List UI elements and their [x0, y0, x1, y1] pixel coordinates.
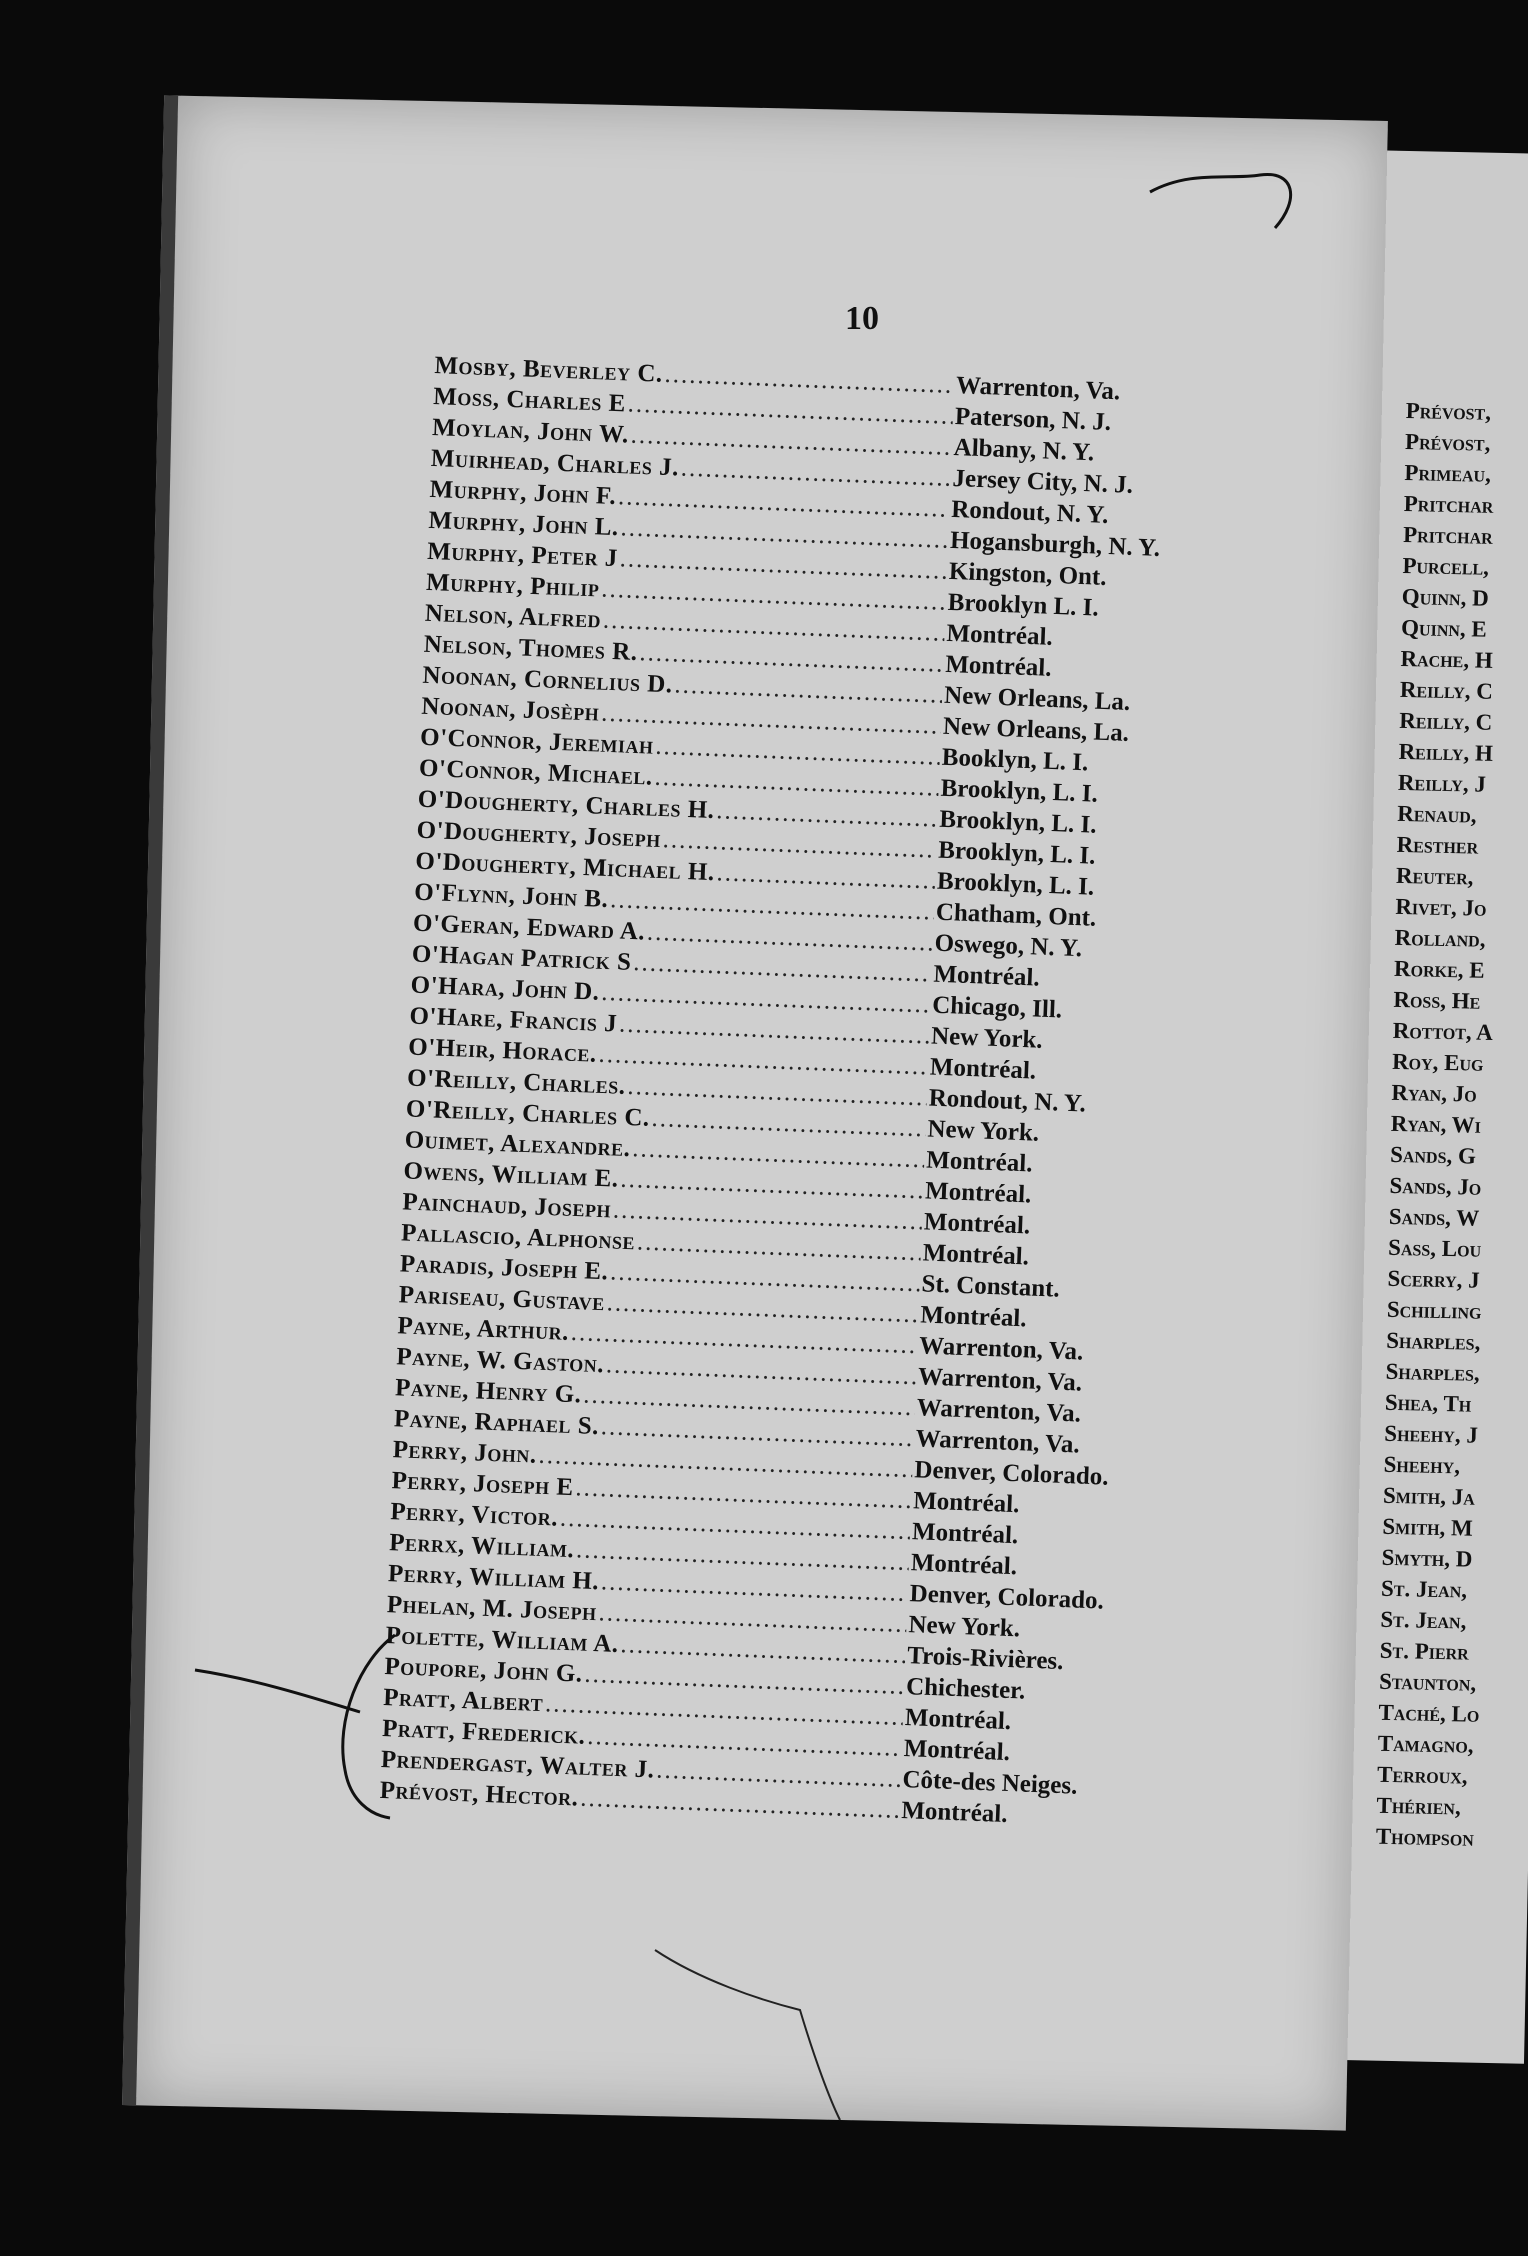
entry-name: O'Reilly, Charles. [406, 1064, 627, 1100]
right-page-entry: Pritchar [1403, 490, 1494, 518]
right-page-entry: Roy, Eug [1391, 1048, 1484, 1076]
right-page-entry: Smith, Ja [1382, 1482, 1476, 1510]
right-page-entry: Resther [1396, 831, 1479, 859]
entry-name: Murphy, John L. [428, 506, 620, 542]
entry-place: Montréal. [923, 1208, 1031, 1240]
entry-name: O'Geran, Edward A. [412, 909, 646, 946]
entry-place: Rondout, N. Y. [950, 495, 1109, 529]
entry-place: Chichester. [905, 1673, 1026, 1705]
entry-name: O'Dougherty, Michael H. [414, 847, 716, 887]
right-page-entry: Smyth, D [1381, 1544, 1473, 1572]
entry-name: Nelson, Alfred [424, 599, 602, 634]
entry-name: O'Connor, Jeremiah [419, 723, 655, 760]
right-page-entry: Rorke, E [1393, 955, 1485, 983]
right-page-entry: Rottot, A [1392, 1017, 1494, 1045]
right-page-entry: Ryan, Jo [1391, 1079, 1477, 1107]
right-page-entry: Sands, G [1389, 1141, 1477, 1169]
entry-name: O'Hare, Francis J [408, 1002, 618, 1038]
entry-name: Payne, Arthur. [397, 1312, 570, 1346]
entry-place: Oswego, N. Y. [934, 929, 1083, 963]
entry-name: Nelson, Thomes R. [423, 630, 639, 666]
right-page-entry: St. Jean, [1380, 1606, 1467, 1634]
entry-name: O'Hara, John D. [410, 971, 600, 1006]
entry-place: Brooklyn L. I. [947, 588, 1100, 622]
entry-place: Denver, Colorado. [913, 1456, 1110, 1491]
entry-name: Polette, William A. [385, 1622, 620, 1658]
entry-place: Warrenton, Va. [918, 1332, 1084, 1366]
entry-name: O'Hagan Patrick S [411, 940, 632, 976]
right-page-entry: Tamagno, [1377, 1730, 1474, 1758]
entry-name: Painchaud, Joseph [401, 1188, 612, 1224]
right-page-entry: Sands, Jo [1389, 1172, 1482, 1200]
entry-name: O'Heir, Horace. [407, 1033, 598, 1068]
right-page-entry: Quinn, E [1400, 614, 1488, 642]
entry-place: Montréal. [919, 1301, 1028, 1333]
entry-place: Chatham, Ont. [935, 898, 1097, 932]
entry-name: Pallascio, Alphonse [400, 1219, 636, 1256]
entry-name: Noonan, Josèph [420, 692, 600, 727]
right-page-entry: Reilly, C [1398, 707, 1493, 735]
entry-place: New Orleans, La. [942, 712, 1130, 747]
entry-name: Pratt, Frederick. [381, 1714, 586, 1750]
right-page-entry: Rache, H [1400, 645, 1494, 673]
right-page-entry: Prévost, [1405, 398, 1492, 425]
entry-place: Rondout, N. Y. [928, 1084, 1087, 1118]
entry-name: Prévost, Hector. [379, 1776, 579, 1812]
right-page-entry: Reilly, H [1398, 738, 1494, 766]
entry-name: Moss, Charles E [432, 382, 627, 418]
right-page-entry: Scerry, J [1387, 1265, 1480, 1293]
entry-name: Pariseau, Gustave [398, 1281, 606, 1317]
entry-place: New York. [907, 1611, 1021, 1643]
entry-name: Perry, William H. [387, 1560, 600, 1596]
right-page-entry: Thompson [1375, 1823, 1475, 1851]
right-page-entry: Ross, He [1393, 986, 1481, 1014]
entry-place: New York. [927, 1115, 1040, 1147]
entry-place: Montréal. [924, 1177, 1032, 1209]
entry-name: Paradis, Joseph E. [399, 1250, 609, 1286]
right-page-entry: Quinn, D [1401, 583, 1489, 611]
right-page-entry: Purcell, [1402, 552, 1490, 580]
entry-name: O'Dougherty, Charles H. [417, 785, 715, 825]
entry-place: Chicago, Ill. [931, 991, 1063, 1024]
entry-place: Warrenton, Va. [917, 1363, 1083, 1397]
entry-name: Noonan, Cornelius D. [422, 661, 674, 699]
entry-name: Perrx, William. [388, 1529, 575, 1564]
entry-place: St. Constant. [921, 1270, 1061, 1303]
right-page-entry: Sharples, [1386, 1327, 1481, 1355]
entry-name: Payne, W. Gaston. [395, 1343, 605, 1379]
entry-place: Montréal. [904, 1704, 1012, 1736]
pen-stroke-bottom [655, 1950, 840, 2120]
entry-place: Jersey City, N. J. [952, 464, 1134, 499]
right-page-entry: Rolland, [1394, 924, 1486, 952]
right-page-entry: Reilly, C [1399, 676, 1494, 704]
right-page-entry: St. Pierr [1379, 1637, 1470, 1665]
entry-place: Albany, N. Y. [953, 433, 1095, 467]
entry-place: Côte-des Neiges. [902, 1766, 1078, 1800]
right-page-entry: Sass, Lou [1387, 1234, 1482, 1262]
entry-place: Warrenton, Va. [915, 1425, 1081, 1459]
entry-name: Prendergast, Walter J. [380, 1745, 655, 1784]
right-page-entry: Sharples, [1385, 1358, 1480, 1386]
right-page-entry: Reuter, [1395, 862, 1474, 890]
entry-place: Hogansburgh, N. Y. [949, 526, 1161, 562]
entry-place: Montréal. [922, 1239, 1030, 1271]
pen-bracket-left [195, 1635, 395, 1818]
entry-place: Brooklyn, L. I. [937, 836, 1096, 870]
entry-name: O'Reilly, Charles C. [405, 1095, 651, 1132]
entry-name: Ouimet, Alexandre. [404, 1126, 631, 1163]
entry-place: Montréal. [944, 650, 1053, 682]
entry-name: Perry, Victor. [389, 1498, 559, 1532]
entry-name: O'Dougherty, Joseph [416, 816, 662, 854]
entry-place: Montréal. [932, 960, 1041, 992]
right-page-entry: Schilling [1386, 1296, 1482, 1324]
entry-name: Moylan, John W. [431, 413, 630, 449]
right-page-entry: Sheehy, [1383, 1451, 1461, 1479]
entry-place: Denver, Colorado. [909, 1580, 1105, 1615]
entry-place: Brooklyn, L. I. [938, 805, 1098, 839]
entry-name: O'Flynn, John B. [413, 878, 609, 914]
entry-name: Murphy, Peter J [426, 537, 619, 573]
right-page-entry: Thérien, [1376, 1792, 1461, 1820]
entry-place: Montréal. [903, 1735, 1011, 1767]
right-page-entry: Renaud, [1397, 800, 1477, 828]
entry-place: Montréal. [911, 1518, 1019, 1550]
entry-place: Warrenton, Va. [955, 372, 1121, 406]
entry-name: Poupore, John G. [383, 1653, 584, 1688]
entry-name: Owens, William E. [403, 1157, 620, 1193]
right-page-entry: Prévost, [1404, 428, 1491, 456]
entry-place: Montréal. [946, 619, 1054, 651]
right-page-entry: Smith, M [1382, 1513, 1474, 1541]
right-page-entry: Sands, W [1388, 1203, 1480, 1231]
right-page-entry: Primeau, [1404, 459, 1492, 487]
entry-name: Murphy, John F. [429, 475, 617, 511]
entry-name: Muirhead, Charles J. [430, 444, 680, 482]
entry-name: Mosby, Beverley C. [433, 352, 664, 388]
right-page-entry: Reilly, J [1397, 769, 1487, 797]
entry-place: Montréal. [929, 1053, 1037, 1085]
right-page-entry: Pritchar [1402, 521, 1494, 549]
page-number: 10 [845, 300, 879, 337]
entry-name: O'Connor, Michael. [418, 754, 654, 791]
right-page-entry: Ryan, Wi [1390, 1110, 1482, 1138]
entry-place: Montréal. [910, 1549, 1018, 1581]
entry-place: Warrenton, Va. [916, 1394, 1082, 1428]
entry-place: Trois-Rivières. [906, 1642, 1064, 1676]
entry-place: Kingston, Ont. [948, 557, 1108, 591]
entry-place: Brooklyn, L. I. [936, 867, 1095, 901]
right-page-entry: Taché, Lo [1378, 1699, 1480, 1727]
pen-squiggle-top [1150, 174, 1291, 228]
entry-name: Pratt, Albert [382, 1684, 544, 1718]
entry-place: Paterson, N. J. [954, 403, 1112, 436]
entry-place: Montréal. [925, 1146, 1034, 1178]
entry-name: Murphy, Philip [425, 568, 600, 603]
entry-place: Montréal. [912, 1487, 1020, 1519]
entry-place: New Orleans, La. [943, 681, 1131, 716]
entry-place: New York. [930, 1022, 1044, 1054]
entry-place: Booklyn, L. I. [941, 743, 1089, 777]
entry-name: Perry, John. [392, 1436, 538, 1469]
entry-place: Brooklyn, L. I. [940, 774, 1099, 808]
right-page-entry: Rivet, Jo [1395, 893, 1487, 921]
entry-name: Payne, Raphael S. [393, 1405, 600, 1441]
right-page-entry: Staunton, [1378, 1668, 1477, 1696]
right-page-entry: Shea, Th [1384, 1389, 1472, 1417]
right-page-entry: Terroux, [1376, 1761, 1468, 1789]
right-page-entry: St. Jean, [1380, 1575, 1468, 1603]
entry-place: Montréal. [900, 1796, 1009, 1829]
entry-name: Payne, Henry G. [394, 1374, 582, 1409]
entry-name: Phelan, M. Joseph [386, 1591, 598, 1627]
right-page-entry: Sheehy, J [1384, 1420, 1479, 1448]
entry-name: Perry, Joseph E [391, 1467, 575, 1502]
